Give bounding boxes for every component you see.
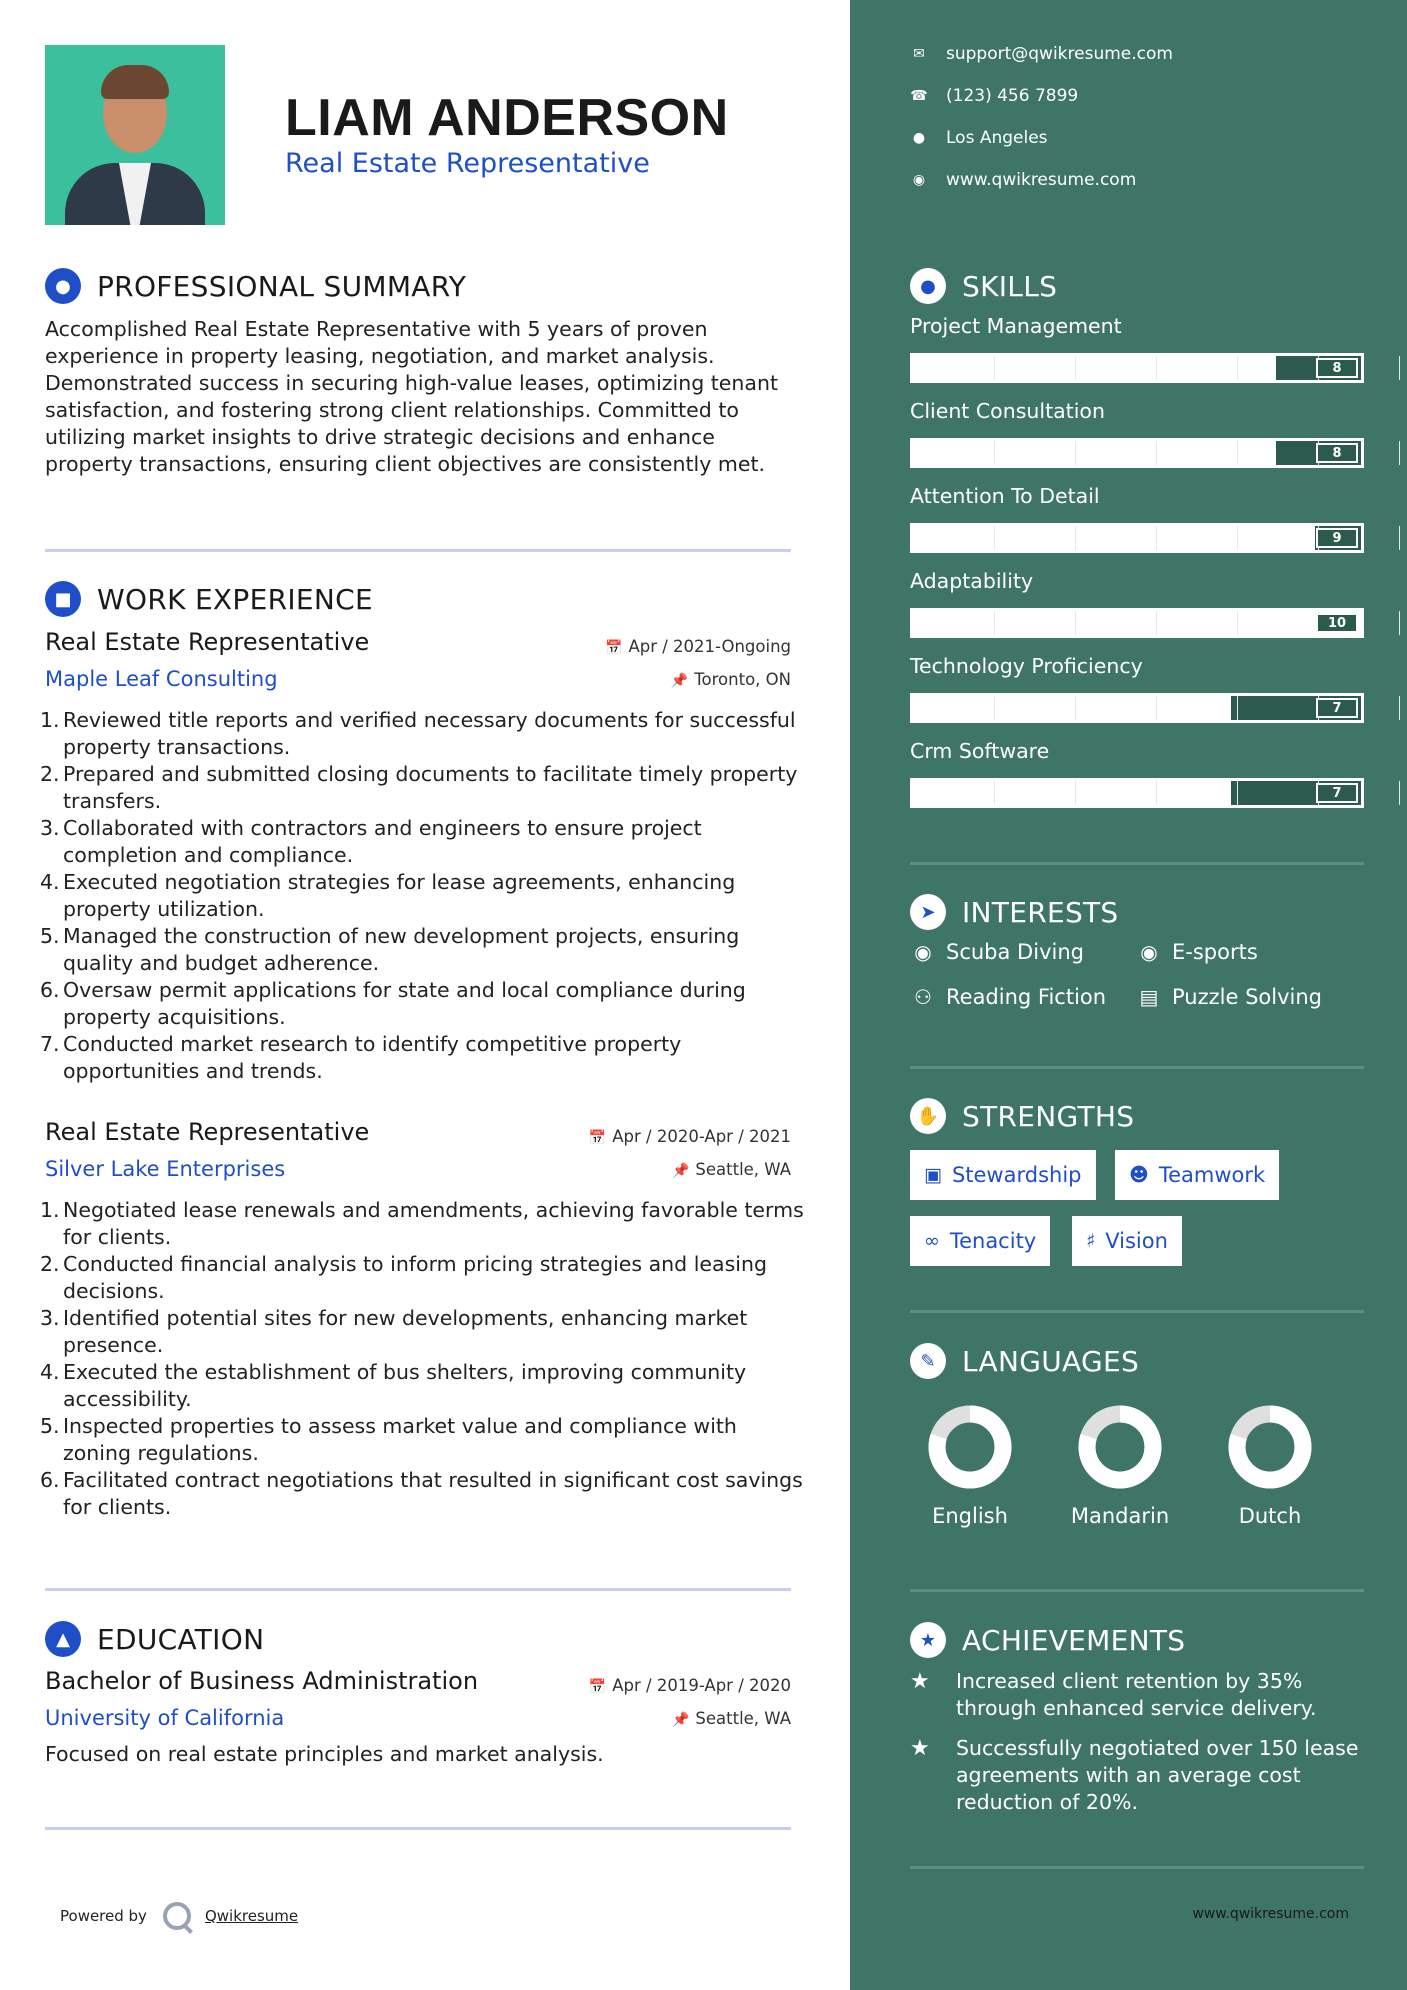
skill-score: 7 <box>1316 698 1358 718</box>
link-icon: ∞ <box>924 1230 940 1252</box>
language-name: English <box>932 1504 1008 1528</box>
candidate-name: LIAM ANDERSON <box>285 89 729 147</box>
qwikresume-link[interactable]: Qwikresume <box>204 1907 299 1925</box>
profile-photo <box>45 45 225 225</box>
star-icon: ★ <box>910 1669 930 1694</box>
languages-title: LANGUAGES <box>962 1344 1140 1378</box>
skills-heading <box>910 268 1057 304</box>
skill-bar <box>910 353 1364 383</box>
divider <box>910 862 1364 865</box>
job-location: 📌 Toronto, ON <box>670 670 791 689</box>
pin-icon: 📌 <box>671 1712 690 1728</box>
duty-item: 2. Conducted financial analysis to inform pricing strategies and leasing decisions. <box>40 1252 767 1303</box>
duty-item: 4. Executed the establishment of bus shelters, improving community accessibility. <box>40 1360 747 1411</box>
interests-title: INTERESTS <box>962 895 1119 929</box>
language-level-ring <box>927 1404 1013 1490</box>
skill-bar <box>910 523 1364 553</box>
education-date: 📅 Apr / 2019-Apr / 2020 <box>588 1676 791 1695</box>
contact-location: ● Los Angeles <box>910 128 1048 148</box>
powered-by: Powered by Qwikresume <box>60 1902 298 1930</box>
divider <box>910 1589 1364 1592</box>
achievement-item: ★ Successfully negotiated over 150 lease agreements with an average cost reduction of 20%. <box>910 1736 1359 1814</box>
star-icon: ★ <box>910 1622 946 1658</box>
languages-heading <box>910 1343 1139 1379</box>
skill-score: 7 <box>1316 783 1358 803</box>
fist-icon: ✋ <box>910 1098 946 1134</box>
skill-level-fill <box>913 526 1315 550</box>
duty-item: 7. Conducted market research to identify competitive property opportunities and trends. <box>40 1032 682 1083</box>
paper-plane-icon: ➤ <box>910 894 946 930</box>
sidebar <box>850 0 1407 1990</box>
strength-badge: ▣ Stewardship <box>910 1150 1096 1200</box>
interest-item: ◉ Scuba Diving <box>910 940 1084 964</box>
lightbulb-icon: ● <box>910 268 946 304</box>
degree-title: Bachelor of Business Administration <box>45 1667 479 1695</box>
map-marker-icon: ● <box>912 130 926 146</box>
interest-item: ▤ Puzzle Solving <box>1136 985 1322 1009</box>
calendar-icon: 📅 <box>588 1130 607 1146</box>
duty-item: 5. Inspected properties to assess market value and compliance with zoning regulations. <box>40 1414 737 1465</box>
duty-item: 1. Reviewed title reports and verified necessary documents for successful property transactions. <box>40 708 796 759</box>
candidate-role: Real Estate Representative <box>285 148 650 179</box>
language-icon: ✎ <box>910 1343 946 1379</box>
contact-phone[interactable]: ☎ (123) 456 7899 <box>910 86 1079 106</box>
education-heading <box>45 1621 264 1657</box>
skill-level-fill <box>913 696 1231 720</box>
binoculars-icon: ♯ <box>1086 1230 1096 1252</box>
education-location: 📌 Seattle, WA <box>671 1709 791 1728</box>
briefcase-icon: ▣ <box>924 1164 942 1186</box>
life-ring-icon: ◉ <box>1140 940 1158 964</box>
skill-name: Project Management <box>910 314 1122 338</box>
education-description: Focused on real estate principles and market analysis. <box>45 1742 604 1766</box>
education-title: EDUCATION <box>97 1622 265 1656</box>
summary-text: Accomplished Real Estate Representative with 5 years of proven experience in property leasing, negotiation, and market analysis. Demonstrated success in securing high-value leases, optimizing tenant satisfaction, and fostering strong client relationships. Committed to utilizing market insights to drive strategic decisions and enhance property transactions, ensuring client objectives are consistently met. <box>45 317 778 476</box>
skill-level-fill <box>913 611 1361 635</box>
skill-bar <box>910 693 1364 723</box>
user-icon: ● <box>45 268 81 304</box>
divider <box>910 1866 1364 1869</box>
qwikresume-logo-icon <box>163 1902 191 1930</box>
skill-name: Technology Proficiency <box>910 654 1143 678</box>
skill-name: Client Consultation <box>910 399 1105 423</box>
language-name: Dutch <box>1238 1504 1302 1528</box>
book-icon: ▤ <box>1139 985 1159 1009</box>
language-level-ring <box>1227 1404 1313 1490</box>
achievements-heading <box>910 1622 1185 1658</box>
language-level-ring <box>1077 1404 1163 1490</box>
life-ring-icon: ◉ <box>914 940 932 964</box>
job-title: Real Estate Representative <box>45 1118 370 1146</box>
phone-icon: ☎ <box>910 88 928 104</box>
job-date: 📅 Apr / 2021-Ongoing <box>605 637 791 656</box>
strength-badge: ☻ Teamwork <box>1115 1150 1279 1200</box>
duty-item: 3. Identified potential sites for new developments, enhancing market presence. <box>40 1306 748 1357</box>
achievements-title: ACHIEVEMENTS <box>962 1623 1186 1657</box>
duty-item: 6. Facilitated contract negotiations that resulted in significant cost savings for clients. <box>40 1468 803 1519</box>
achievement-item: ★ Increased client retention by 35% through enhanced service delivery. <box>910 1669 1317 1720</box>
interests-heading <box>910 894 1119 930</box>
skill-score: 8 <box>1316 443 1358 463</box>
skill-score: 8 <box>1316 358 1358 378</box>
divider <box>910 1066 1364 1069</box>
job-date: 📅 Apr / 2020-Apr / 2021 <box>588 1127 791 1146</box>
language-name: Mandarin <box>1070 1504 1170 1528</box>
duty-item: 2. Prepared and submitted closing documents to facilitate timely property transfers. <box>40 762 798 813</box>
work-title: WORK EXPERIENCE <box>97 582 373 616</box>
company-name: Maple Leaf Consulting <box>45 667 278 691</box>
divider <box>45 1588 791 1591</box>
strengths-heading <box>910 1098 1134 1134</box>
skill-name: Attention To Detail <box>910 484 1100 508</box>
users-icon: ☻ <box>1129 1164 1149 1186</box>
skill-score: 10 <box>1316 613 1358 633</box>
skill-name: Adaptability <box>910 569 1034 593</box>
strength-badge: ♯ Vision <box>1072 1216 1182 1266</box>
job-location: 📌 Seattle, WA <box>671 1160 791 1179</box>
job-title: Real Estate Representative <box>45 628 370 656</box>
interest-item: ◉ E-sports <box>1136 940 1258 964</box>
skill-bar <box>910 438 1364 468</box>
language-item <box>1210 1404 1330 1528</box>
calendar-icon: 📅 <box>588 1679 607 1695</box>
skill-bar <box>910 778 1364 808</box>
duty-item: 3. Collaborated with contractors and engineers to ensure project completion and compliance. <box>40 816 702 867</box>
strength-badge: ∞ Tenacity <box>910 1216 1050 1266</box>
duty-item: 6. Oversaw permit applications for state and local compliance during property acquisitions. <box>40 978 746 1029</box>
divider <box>910 1310 1364 1313</box>
duty-item: 4. Executed negotiation strategies for lease agreements, enhancing property utilization. <box>40 870 736 921</box>
strengths-title: STRENGTHS <box>962 1099 1135 1133</box>
company-name: Silver Lake Enterprises <box>45 1157 286 1181</box>
contact-website[interactable]: ◉ www.qwikresume.com <box>910 170 1136 190</box>
pin-icon: 📌 <box>671 1163 690 1179</box>
divider <box>45 1827 791 1830</box>
graduation-cap-icon: ▲ <box>45 1621 81 1657</box>
summary-title: PROFESSIONAL SUMMARY <box>97 269 467 303</box>
summary-heading <box>45 268 466 304</box>
skill-score: 9 <box>1316 528 1358 548</box>
job-duties <box>40 1197 810 1521</box>
globe-icon: ◉ <box>912 172 926 188</box>
skill-bar <box>910 608 1364 638</box>
language-item <box>910 1404 1030 1528</box>
pin-icon: 📌 <box>670 673 689 689</box>
language-item <box>1060 1404 1180 1528</box>
school-name: University of California <box>45 1706 285 1730</box>
contact-email[interactable]: ✉ support@qwikresume.com <box>910 44 1173 64</box>
calendar-icon: 📅 <box>605 640 623 656</box>
star-icon: ★ <box>910 1736 930 1761</box>
envelope-icon: ✉ <box>913 46 925 62</box>
skill-level-fill <box>913 441 1276 465</box>
duty-item: 1. Negotiated lease renewals and amendments, achieving favorable terms for clients. <box>40 1198 804 1249</box>
work-heading <box>45 581 373 617</box>
skill-level-fill <box>913 781 1231 805</box>
divider <box>45 549 791 552</box>
skill-name: Crm Software <box>910 739 1050 763</box>
chair-icon: ■ <box>45 581 81 617</box>
duty-item: 5. Managed the construction of new development projects, ensuring quality and budget adherence. <box>40 924 740 975</box>
gamepad-icon: ⚇ <box>914 985 932 1009</box>
interest-item: ⚇ Reading Fiction <box>910 985 1106 1009</box>
skills-title: SKILLS <box>962 269 1058 303</box>
skill-level-fill <box>913 356 1276 380</box>
footer-website[interactable]: www.qwikresume.com <box>1192 1906 1349 1922</box>
job-duties <box>40 707 810 1085</box>
